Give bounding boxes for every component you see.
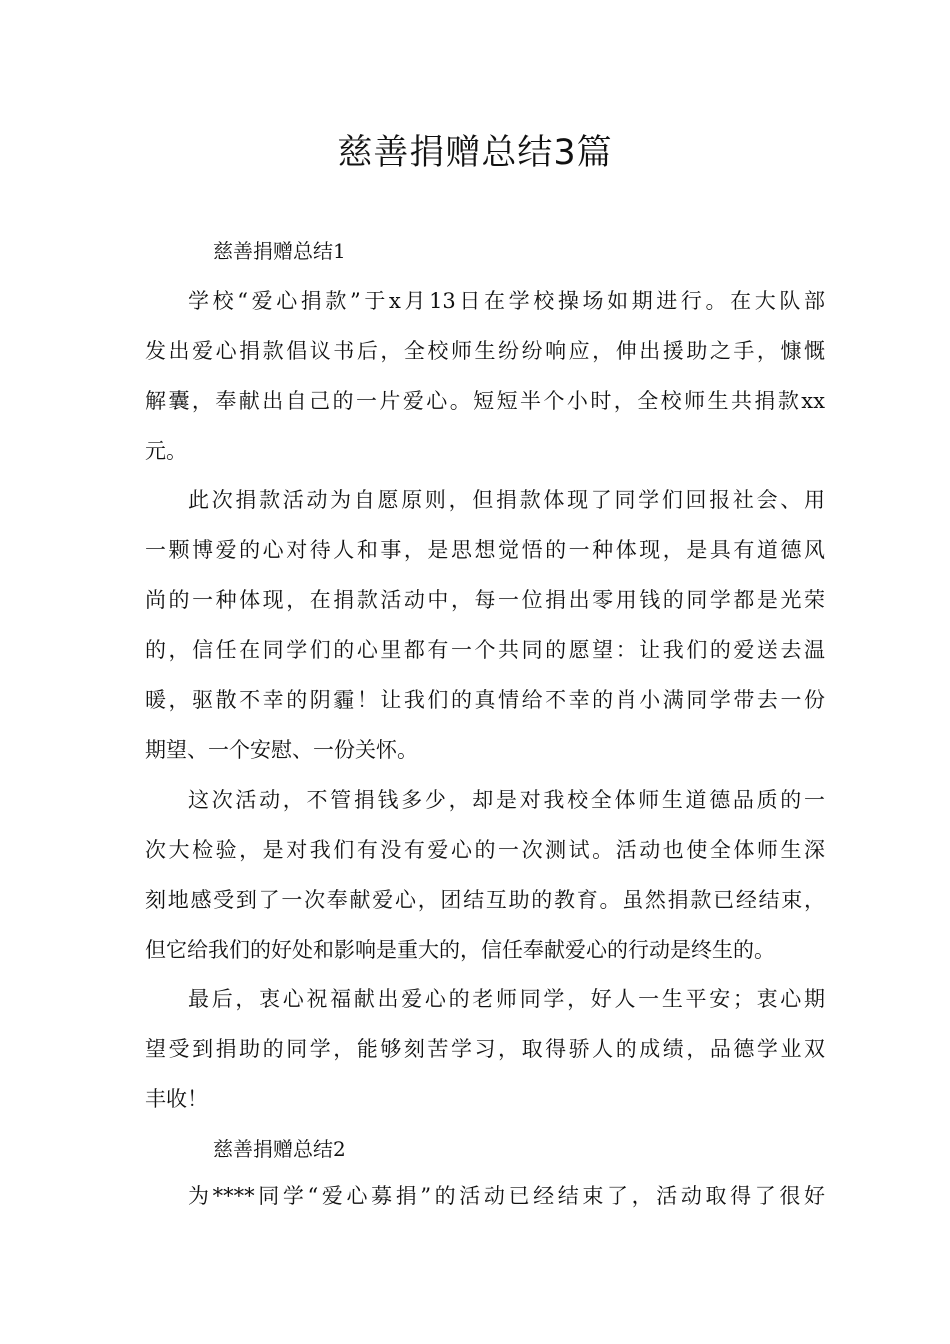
paragraph-line: 的，信任在同学们的心里都有一个共同的愿望：让我们的爱送去温 [145,638,825,662]
paragraph-line: 望受到捐助的同学，能够刻苦学习，取得骄人的成绩，品德学业双 [145,1037,825,1061]
paragraph-line: 丰收！ [145,1087,208,1111]
section-heading-1: 慈善捐赠总结1 [213,239,346,263]
paragraph-line: 暖，驱散不幸的阴霾！让我们的真情给不幸的肖小满同学带去一份 [145,688,825,712]
paragraph-line: 为****同学“爱心募捐”的活动已经结束了，活动取得了很好 [188,1184,825,1208]
document-title: 慈善捐赠总结3篇 [337,133,613,173]
paragraph-line: 元。 [145,439,187,463]
paragraph-line: 这次活动，不管捐钱多少，却是对我校全体师生道德品质的一 [188,788,825,812]
paragraph-line: 发出爱心捐款倡议书后，全校师生纷纷响应，伸出援助之手，慷慨 [145,339,825,363]
section-heading-2: 慈善捐赠总结2 [213,1137,346,1161]
paragraph-line: 尚的一种体现，在捐款活动中，每一位捐出零用钱的同学都是光荣 [145,588,825,612]
paragraph-line: 学校“爱心捐款”于x月13日在学校操场如期进行。在大队部 [188,289,825,313]
paragraph-line: 刻地感受到了一次奉献爱心，团结互助的教育。虽然捐款已经结束， [145,888,825,912]
paragraph-line: 次大检验，是对我们有没有爱心的一次测试。活动也使全体师生深 [145,838,825,862]
paragraph-line: 一颗博爱的心对待人和事，是思想觉悟的一种体现，是具有道德风 [145,538,825,562]
paragraph-line: 但它给我们的好处和影响是重大的，信任奉献爱心的行动是终生的。 [145,938,775,962]
paragraph-line: 解囊，奉献出自己的一片爱心。短短半个小时，全校师生共捐款xx [145,389,825,413]
paragraph-line: 此次捐款活动为自愿原则，但捐款体现了同学们回报社会、用 [188,488,825,512]
paragraph [145,974,825,1124]
paragraph [145,276,825,476]
paragraph-line: 最后，衷心祝福献出爱心的老师同学，好人一生平安；衷心期 [188,987,825,1011]
paragraph [145,475,825,775]
paragraph-line: 期望、一个安慰、一份关怀。 [145,738,418,762]
paragraph [145,775,825,975]
paragraph [145,1171,825,1221]
